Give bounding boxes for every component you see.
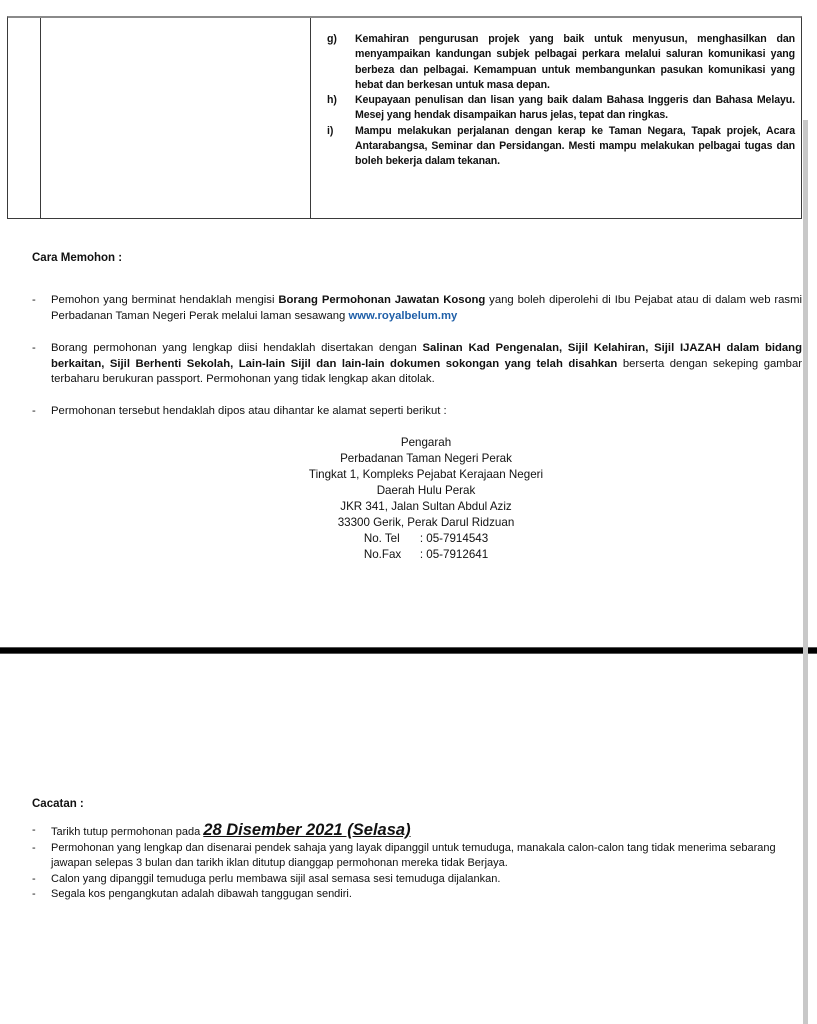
address-line: 33300 Gerik, Perak Darul Ridzuan <box>337 516 515 529</box>
note-closing-date <box>32 823 792 841</box>
requirement-text: Mampu melakukan perjalanan dengan kerap ke Taman Negara, Tapak projek, Acara Antarabangsa, Seminar dan Persidangan. Mesti mampu melakukan pelbagai tugas dan boleh bekerja dalam tekanan. <box>355 124 795 168</box>
fax-row <box>226 547 626 563</box>
note-item <box>32 887 792 903</box>
cacatan-heading: Cacatan : <box>32 798 84 810</box>
bullet-dash: - <box>32 405 36 417</box>
note-item <box>32 872 792 888</box>
form-name: Borang Permohonan Jawatan Kosong <box>278 294 486 306</box>
note-text: Permohonan yang lengkap dan disenarai pendek sahaja yang layak dipanggil untuk temuduga, manakala calon-calon tang tidak menerima sebarang jawapan selepas 3 bulan dan tarikh iklan ditutup dianggap permohonan mereka tidak Berjaya. <box>51 841 776 869</box>
requirement-item-i <box>327 124 795 170</box>
requirement-text: Kemahiran pengurusan projek yang baik untuk menyusun, menghasilkan dan menyampaikan kandungan subjek pelbagai perkara melalui saluran komunikasi yang berbeza dan pelbagai. Kemampuan untuk membangunkan pasukan komunikasi yang hebat dan berkesan untuk masa depan. <box>355 33 795 91</box>
step-text: yang boleh diperolehi di Ibu Pejabat atau di dalam web rasmi Perbadanan Taman Negeri Perak melalui laman sesawang <box>51 294 802 322</box>
requirements-list <box>327 32 795 170</box>
table-column-divider <box>40 18 41 218</box>
requirement-item-g <box>327 32 795 93</box>
page-divider <box>0 647 817 654</box>
closing-date: 28 Disember 2021 (Selasa) <box>203 821 411 839</box>
bullet-dash: - <box>32 342 36 354</box>
application-step-1 <box>32 293 802 324</box>
address-line: Pengarah <box>400 436 452 449</box>
website-link[interactable]: www.royalbelum.my <box>348 309 458 322</box>
requirement-label: i) <box>327 124 334 137</box>
address-line: Tingkat 1, Kompleks Pejabat Kerajaan Negeri <box>308 468 544 481</box>
step-text: berserta dengan sekeping gambar terbaharu berukuran passport. Permohonan yang tidak lengkap akan ditolak. <box>51 357 802 385</box>
fax-label: No.Fax <box>363 548 402 561</box>
phone-row <box>226 531 626 547</box>
bullet-dash: - <box>32 888 36 900</box>
bullet-dash: - <box>32 824 36 836</box>
requirement-text: Keupayaan penulisan dan lisan yang baik dalam Bahasa Inggeris dan Bahasa Melayu. Mesej yang hendak disampaikan harus jelas, tepat dan ringkas. <box>355 94 795 122</box>
phone-label: No. Tel <box>363 532 400 545</box>
step-text: Permohonan tersebut hendaklah dipos atau dihantar ke alamat seperti berikut : <box>51 405 447 417</box>
phone-number: : 05-7914543 <box>419 532 489 545</box>
table-column-divider <box>310 18 311 218</box>
requirement-label: g) <box>327 33 337 45</box>
application-step-3 <box>32 404 802 420</box>
application-step-2 <box>32 341 802 388</box>
address-line: JKR 341, Jalan Sultan Abdul Aziz <box>340 500 512 513</box>
step-text: Borang permohonan yang lengkap diisi hendaklah disertakan dengan <box>51 342 423 354</box>
step-text: Pemohon yang berminat hendaklah mengisi <box>51 294 279 306</box>
note-item <box>32 841 792 872</box>
note-text: Segala kos pengangkutan adalah dibawah tanggugan sendiri. <box>51 888 352 900</box>
fax-number: : 05-7912641 <box>419 548 489 561</box>
address-line: Daerah Hulu Perak <box>376 484 476 497</box>
requirement-item-h <box>327 93 795 124</box>
requirement-label: h) <box>327 94 337 107</box>
cara-memohon-heading: Cara Memohon : <box>32 252 123 264</box>
address-line: Perbadanan Taman Negeri Perak <box>340 452 512 465</box>
bullet-dash: - <box>32 294 36 306</box>
notes-list <box>32 823 792 903</box>
scrollbar[interactable] <box>803 120 808 1024</box>
note-text: Tarikh tutup permohonan pada <box>51 826 204 838</box>
note-text: Calon yang dipanggil temuduga perlu membawa sijil asal semasa sesi temuduga dijalankan. <box>51 872 501 885</box>
required-documents: Salinan Kad Pengenalan, Sijil Kelahiran, Sijil IJAZAH dalam bidang berkaitan, Sijil Berhenti Sekolah, Lain-lain Sijil dan lain-lain dokumen sokongan yang telah disahkan <box>51 342 802 370</box>
mailing-address <box>226 435 626 563</box>
bullet-dash: - <box>32 872 36 885</box>
bullet-dash: - <box>32 841 36 854</box>
